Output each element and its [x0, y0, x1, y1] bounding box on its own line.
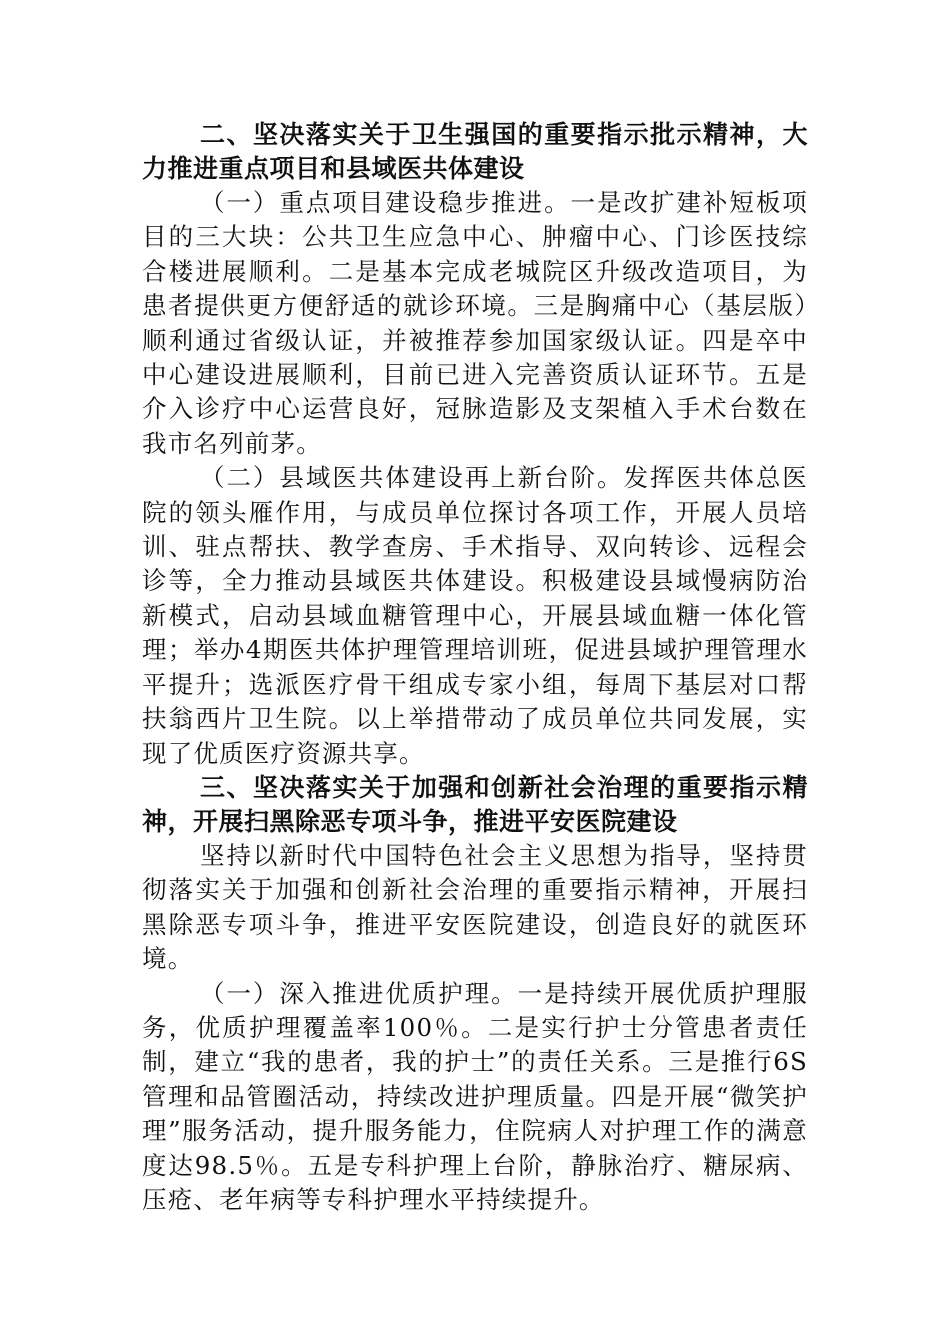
paragraph-text: 一是持续开展优质护理服务，优质护理覆盖率100％。二是实行护士分管患者责任制，建立“我的患者，我的护士”的责任关系。三是推行6S管理和品管圈活动，持续改进护理质量。四是开展“微笑护理”服务活动，提升服务能力，住院病人对护理工作的满意度达98.5％。五是专科护理上台阶，静脉治疗、糖尿病、压疮、老年病等专科护理水平持续提升。: [142, 978, 809, 1214]
paragraph-quality-nursing: [142, 977, 808, 1218]
paragraph-text: 一是改扩建补短板项目的三大块：公共卫生应急中心、肿瘤中心、门诊医技综合楼进展顺利。二是基本完成老城院区升级改造项目，为患者提供更方便舒适的就诊环境。三是胸痛中心（基层版）顺利通过省级认证，并被推荐参加国家级认证。四是卒中中心建设进展顺利，目前已进入完善资质认证环节。五是介入诊疗中心运营良好，冠脉造影及支架植入手术台数在我市名列前茅。: [142, 188, 808, 458]
paragraph-social-governance: [142, 839, 808, 977]
section-heading-3: 三、坚决落实关于加强和创新社会治理的重要指示精神，开展扫黑除恶专项斗争，推进平安医院建设: [142, 772, 808, 836]
section-heading-2: 二、坚决落实关于卫生强国的重要指示批示精神，大力推进重点项目和县域医共体建设: [142, 120, 808, 183]
paragraph-medical-community: [142, 461, 808, 771]
paragraph-lead: （一）深入推进优质护理。: [200, 978, 518, 1008]
paragraph-text: 坚持以新时代中国特色社会主义思想为指导，坚持贯彻落实关于加强和创新社会治理的重要指示精神，开展扫黑除恶专项斗争，推进平安医院建设，创造良好的就医环境。: [142, 840, 808, 974]
paragraph-key-projects: [142, 186, 808, 461]
document-body: [142, 118, 808, 1217]
paragraph-lead: （二）县域医共体建设再上新台阶。: [200, 463, 624, 493]
paragraph-text: 发挥医共体总医院的领头雁作用，与成员单位探讨各项工作，开展人员培训、驻点帮扶、教学查房、手术指导、双向转诊、远程会诊等，全力推动县域医共体建设。积极建设县域慢病防治新模式，启动县域血糖管理中心，开展县域血糖一体化管理；举办4期医共体护理管理培训班，促进县域护理管理水平提升；选派医疗骨干组成专家小组，每周下基层对口帮扶翁西片卫生院。以上举措带动了成员单位共同发展，实现了优质医疗资源共享。: [142, 463, 808, 768]
paragraph-lead: （一）重点项目建设稳步推进。: [200, 188, 571, 217]
